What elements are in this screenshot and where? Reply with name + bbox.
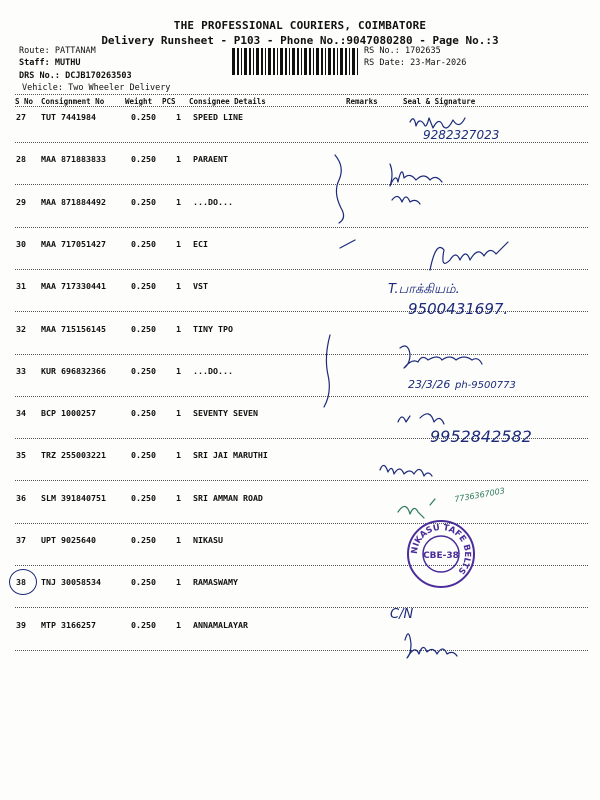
row-consignment: KUR 696832366 — [41, 365, 106, 376]
row-sno: 38 — [16, 577, 26, 588]
row-sno: 34 — [16, 408, 26, 419]
row-pcs: 1 — [176, 450, 181, 461]
row-consignee: ECI — [193, 238, 208, 249]
row-sno: 30 — [16, 238, 26, 249]
row-weight: 0.250 — [131, 365, 156, 376]
vehicle-value: Two Wheeler Delivery — [68, 83, 171, 93]
row-sno: 39 — [16, 619, 26, 630]
row-consignee: SRI AMMAN ROAD — [193, 492, 263, 503]
row-weight: 0.250 — [131, 450, 156, 461]
row-weight: 0.250 — [131, 535, 156, 545]
row-consignment: MAA 871883833 — [41, 154, 106, 165]
signature-35 — [380, 465, 432, 476]
vehicle-label: Vehicle: — [22, 83, 63, 93]
rs-no-value: 1702635 — [404, 46, 441, 56]
row-consignee: RAMASWAMY — [193, 577, 238, 588]
stamp-center-text: CBE-38 — [423, 551, 459, 561]
route-value: PATTANAM — [54, 46, 96, 56]
row-consignment: TNJ 30058534 — [41, 577, 101, 588]
svg-text:NIKASU TAFE BELTS — [410, 523, 472, 576]
row-weight: 0.250 — [131, 408, 156, 419]
row-weight: 0.250 — [131, 281, 156, 292]
row-consignee: NIKASU — [193, 535, 223, 545]
row-pcs: 1 — [176, 238, 181, 249]
signature-36 — [398, 499, 435, 518]
sig36-phone: 7736367003 — [453, 486, 506, 504]
signature-34 — [398, 414, 444, 424]
row-consignment: UPT 9025640 — [41, 535, 96, 545]
row-weight: 0.250 — [131, 112, 156, 122]
sig34-phone: 9952842582 — [430, 427, 532, 446]
row-consignee: ANNAMALAYAR — [193, 619, 248, 630]
row-consignment: MAA 871884492 — [41, 196, 106, 207]
row-consignee: PARAENT — [193, 154, 228, 165]
row-weight: 0.250 — [131, 577, 156, 588]
sig33-date: 23/3/26 — [408, 378, 451, 391]
stamp-ring-text: NIKASU TAFE BELTS — [409, 522, 473, 576]
row-pcs: 1 — [176, 281, 181, 292]
row-weight: 0.250 — [131, 238, 156, 249]
row-sno: 28 — [16, 154, 26, 165]
rs-date-value: 23-Mar-2026 — [410, 58, 467, 68]
row-pcs: 1 — [176, 323, 181, 334]
row-sno: 32 — [16, 323, 26, 334]
runsheet-title: Delivery Runsheet - P103 - Phone No.:9047080280 - Page No.:3 — [101, 34, 499, 47]
col-sno: S No — [15, 97, 34, 106]
remark-mark-33 — [324, 335, 330, 407]
row-pcs: 1 — [176, 112, 181, 122]
row-weight: 0.250 — [131, 196, 156, 207]
signature-28 — [390, 164, 442, 186]
drs-label: DRS No.: — [19, 71, 60, 81]
drs-value: DCJB170263503 — [65, 71, 132, 81]
row-weight: 0.250 — [131, 323, 156, 334]
row-sno: 37 — [16, 535, 26, 545]
row-weight: 0.250 — [131, 154, 156, 165]
signature-29 — [392, 196, 420, 204]
row-weight: 0.250 — [131, 492, 156, 503]
row-consignment: MAA 717330441 — [41, 281, 106, 292]
row-pcs: 1 — [176, 365, 181, 376]
row-pcs: 1 — [176, 619, 181, 630]
row-pcs: 1 — [176, 408, 181, 419]
col-consignment: Consignment No — [41, 97, 105, 106]
remark-mark-30 — [340, 240, 355, 248]
row-consignee: SPEED LINE — [193, 112, 243, 122]
col-pcs: PCS — [162, 97, 176, 106]
row-consignee: TINY TPO — [193, 323, 233, 334]
row-consignee: ...DO... — [193, 196, 233, 207]
circle-mark-38 — [9, 569, 37, 595]
row-pcs: 1 — [176, 492, 181, 503]
row-consignment: BCP 1000257 — [41, 408, 96, 419]
row-consignment: MTP 3166257 — [41, 619, 96, 630]
signature-39 — [405, 634, 457, 658]
sig38-cn: C/N — [390, 607, 414, 622]
row-consignee: SEVENTY SEVEN — [193, 408, 258, 419]
row-pcs: 1 — [176, 535, 181, 545]
signature-32 — [400, 346, 482, 368]
company-title: THE PROFESSIONAL COURIERS, COIMBATORE — [173, 19, 427, 32]
staff-label: Staff: — [19, 58, 50, 68]
row-weight: 0.250 — [131, 619, 156, 630]
rs-date-label: RS Date: — [364, 58, 405, 68]
row-consignment: MAA 715156145 — [41, 323, 106, 334]
row-sno: 36 — [16, 492, 26, 503]
row-consignment: TUT 7441984 — [41, 112, 96, 122]
signature-30 — [430, 242, 508, 270]
sig31-name: T.பாக்கியம். — [388, 282, 460, 297]
staff-value: MUTHU — [54, 58, 81, 68]
row-sno: 29 — [16, 196, 26, 207]
row-sno: 31 — [16, 281, 26, 292]
col-weight: Weight — [125, 97, 153, 106]
row-consignment: SLM 391840751 — [41, 492, 106, 503]
row-sno: 35 — [16, 450, 26, 461]
sig31-phone: 9500431697. — [408, 300, 509, 318]
company-stamp — [406, 519, 476, 589]
row-consignee: VST — [193, 281, 208, 292]
row-consignment: TRZ 255003221 — [41, 450, 106, 461]
row-consignee: SRI JAI MARUTHI — [193, 450, 268, 461]
row-consignment: MAA 717051427 — [41, 238, 106, 249]
col-seal: Seal & Signature — [403, 97, 476, 106]
row-pcs: 1 — [176, 154, 181, 165]
sig33-phone: ph-9500773 — [455, 380, 516, 391]
row-consignee: ...DO... — [193, 365, 233, 376]
rs-no-label: RS No.: — [364, 46, 400, 56]
row-pcs: 1 — [176, 577, 181, 588]
row-pcs: 1 — [176, 196, 181, 207]
sig27-phone: 9282327023 — [423, 128, 500, 142]
row-sno: 27 — [16, 112, 26, 122]
row-sno: 33 — [16, 365, 26, 376]
col-consignee: Consignee Details — [189, 97, 266, 106]
signature-27 — [410, 118, 465, 128]
col-remarks: Remarks — [346, 97, 378, 106]
route-label: Route: — [19, 46, 50, 56]
remark-mark-28 — [335, 155, 344, 223]
